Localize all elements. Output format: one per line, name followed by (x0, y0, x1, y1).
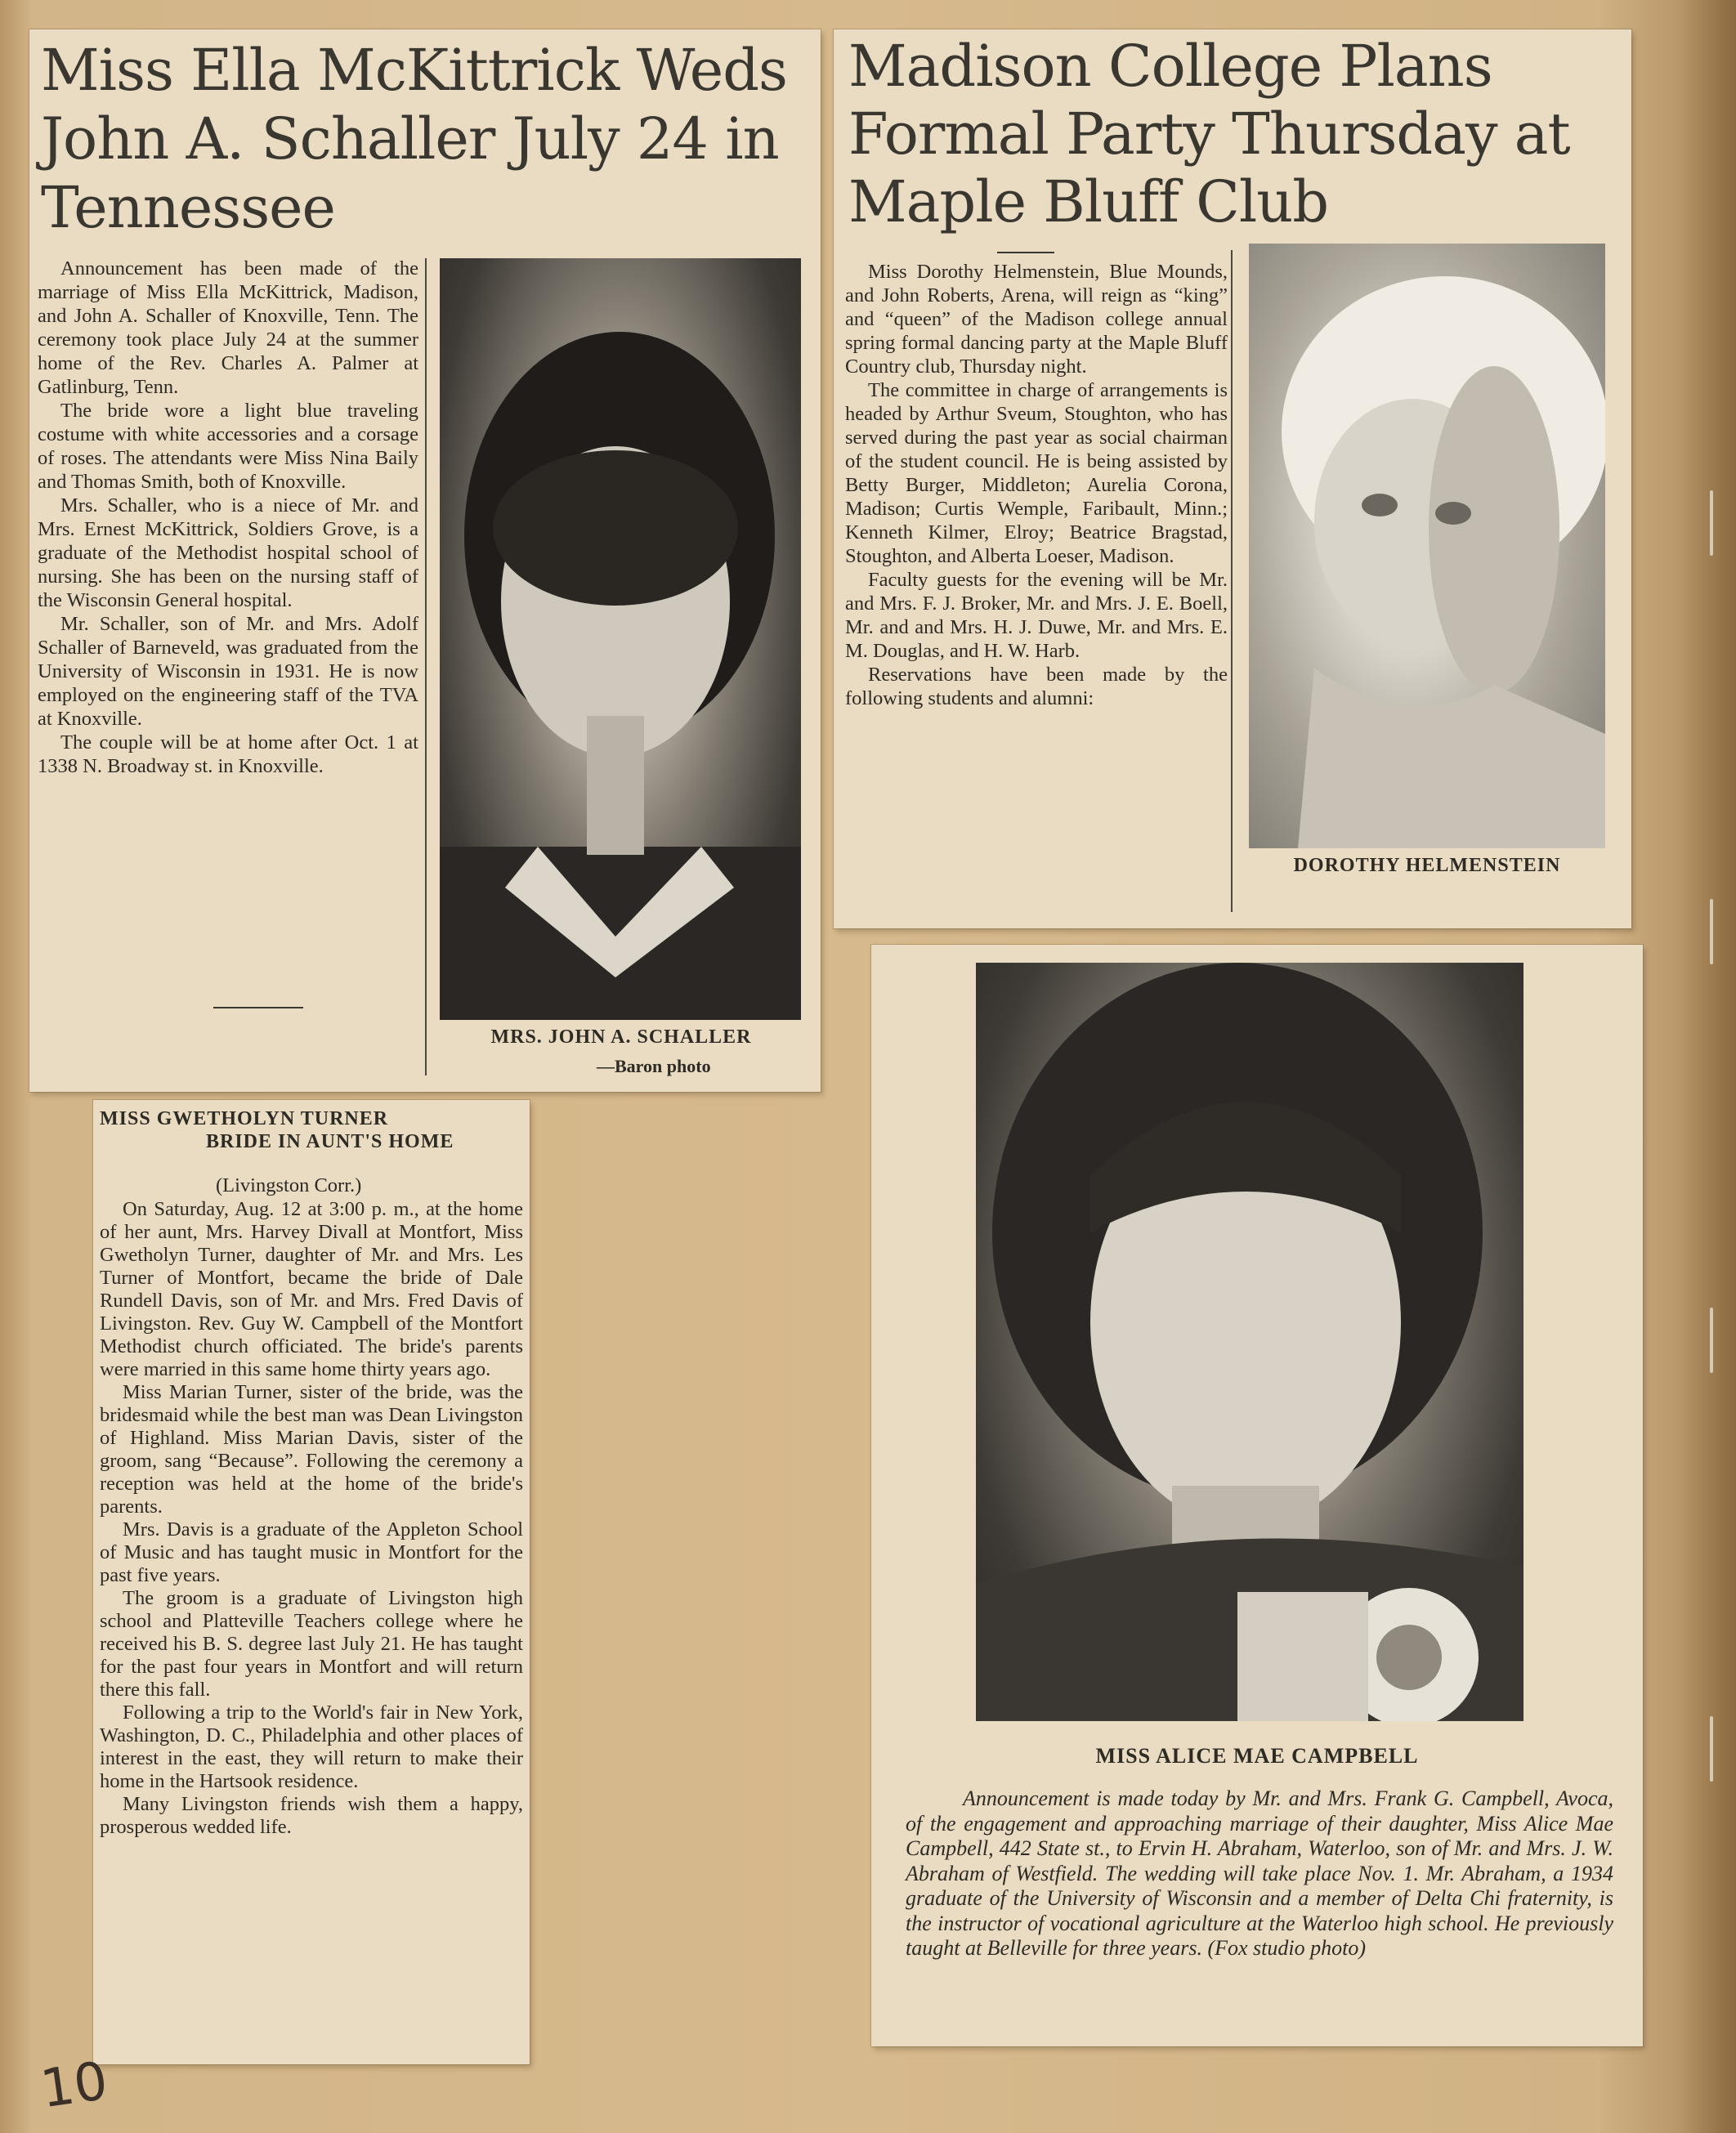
dateline-livingston (216, 1174, 461, 1197)
article-body-madison-college (845, 260, 1228, 710)
binding-stitch (1710, 899, 1713, 964)
paragraph: Announcement has been made of the marriage of Miss Ella McKittrick, Madison, and John A. Schaller of Knoxville, Tenn. The ceremony took place July 24 at the summer home of the Rev. Charles A. Palmer at Gatlinburg, Tenn. (38, 257, 418, 398)
paragraph: Many Livingston friends wish them a happy, prosperous wedded life. (100, 1793, 523, 1838)
binding-stitch (1710, 490, 1713, 556)
column-divider (425, 258, 427, 1075)
paragraph: The committee in charge of arrangements is headed by Arthur Sveum, Stoughton, who has served during the past year as social chairman of the student council. He is being assisted by Betty Burger, Middleton; Aurelia Corona, Madison; Curtis Wemple, Faribault, Minn.; Kenneth Kilmer, Elroy; Beatrice Bragstad, Stoughton, and Alberta Loeser, Madison. (845, 379, 1228, 567)
photo-caption-campbell: MISS ALICE MAE CAMPBELL (1095, 1744, 1419, 1768)
paragraph: On Saturday, Aug. 12 at 3:00 p. m., at the home of her aunt, Mrs. Harvey Divall at Montfort, Miss Gwetholyn Turner, daughter of Mr. and Mrs. Les Turner of Montfort, became the bride of Dale Rundell Davis, son of Mr. and Mrs. Fred Davis of Livingston. Rev. Guy W. Campbell of the Montfort Methodist church officiated. The bride's parents were married in this same home thirty years ago. (100, 1198, 523, 1380)
article-body-mckittrick (38, 257, 418, 778)
binding-stitch (1710, 1308, 1713, 1373)
headline-turner-line2: BRIDE IN AUNT'S HOME (206, 1131, 454, 1152)
photo-caption-helmenstein: DOROTHY HELMENSTEIN (1293, 855, 1561, 876)
column-divider (1231, 250, 1233, 912)
paragraph: Miss Marian Turner, sister of the bride, was the bridesmaid while the best man was Dean Livingston of Highland. Miss Marian Davis, sister of the groom, sang “Because”. Following the ceremony a reception was held at the home of the bride's parents. (100, 1381, 523, 1518)
paragraph: Miss Dorothy Helmenstein, Blue Mounds, and John Roberts, Arena, will reign as “king” and “queen” of the Madison college annual spring formal dancing party at the Maple Bluff Country club, Thursday night. (845, 261, 1228, 378)
paragraph: The groom is a graduate of Livingston high school and Platteville Teachers college where he received his B. S. degree last July 21. He has taught for the past four years in Montfort and will return there this fall. (100, 1587, 523, 1701)
clipping-madison-college-party (834, 29, 1631, 928)
portrait-photo-helmenstein (1249, 244, 1605, 848)
binding-stitch (1710, 1716, 1713, 1782)
photo-credit-baron: —Baron photo (597, 1056, 711, 1076)
paragraph: The bride wore a light blue traveling costume with white accessories and a corsage of roses. The attendants were Miss Nina Baily and Thomas Smith, both of Knoxville. (38, 400, 418, 493)
dateline: (Livingston Corr.) (216, 1174, 362, 1196)
paragraph: Announcement is made today by Mr. and Mrs. Frank G. Campbell, Avoca, of the engagement and approaching marriage of their daughter, Miss Alice Mae Campbell, 442 State st., to Ervin H. Abraham, Waterloo, son of Mr. and Mrs. J. W. Abraham of Westfield. The wedding will take place Nov. 1. Mr. Abraham, a 1934 graduate of the University of Wisconsin and a member of Delta Chi fraternity, is the instructor of vocational agriculture at the Waterloo high school. He previously taught at Belleville for three years. (Fox studio photo) (906, 1786, 1613, 1960)
paragraph: Reservations have been made by the following students and alumni: (845, 664, 1228, 709)
photo-caption-schaller: MRS. JOHN A. SCHALLER (490, 1026, 752, 1048)
portrait-photo-schaller (440, 258, 801, 1020)
paragraph: Faculty guests for the evening will be Mr. and Mrs. F. J. Broker, Mr. and Mrs. J. E. Boell, Mr. and and Mrs. H. J. Duwe, Mr. and Mrs. E. M. Douglas, and H. W. Harb. (845, 569, 1228, 662)
clipping-mckittrick-wedding (29, 29, 821, 1092)
headline-turner-line1: MISS GWETHOLYN TURNER (100, 1108, 389, 1129)
paragraph: Mrs. Davis is a graduate of the Appleton School of Music and has taught music in Montfort for the past five years. (100, 1518, 523, 1586)
page-binding (1679, 0, 1736, 2133)
paragraph: Mr. Schaller, son of Mr. and Mrs. Adolf Schaller of Barneveld, was graduated from the University of Wisconsin in 1931. He is now employed on the engineering staff of the TVA at Knoxville. (38, 613, 418, 730)
page-number: 10 (37, 2050, 112, 2121)
portrait-photo-campbell (976, 963, 1523, 1721)
paragraph: The couple will be at home after Oct. 1 at 1338 N. Broadway st. in Knoxville. (38, 731, 418, 777)
column-end-rule (213, 1007, 303, 1008)
headline-mckittrick: Miss Ella McKittrick Weds John A. Schaller July 24 in Tennessee (41, 37, 787, 241)
headline-rule (997, 252, 1054, 253)
clipping-campbell-engagement (871, 945, 1643, 2046)
paragraph: Mrs. Schaller, who is a niece of Mr. and Mrs. Ernest McKittrick, Soldiers Grove, is a graduate of the Methodist hospital school of nursing. She has been on the nursing staff of the Wisconsin General hospital. (38, 494, 418, 611)
article-body-campbell (906, 1786, 1613, 1961)
article-body-turner (100, 1198, 523, 1839)
headline-madison-college: Madison College Plans Formal Party Thursday at Maple Bluff Club (848, 33, 1570, 235)
paragraph: Following a trip to the World's fair in New York, Washington, D. C., Philadelphia and other places of interest in the east, they will return to make their home in the Hartsook residence. (100, 1701, 523, 1792)
clipping-turner-wedding (93, 1100, 530, 2064)
